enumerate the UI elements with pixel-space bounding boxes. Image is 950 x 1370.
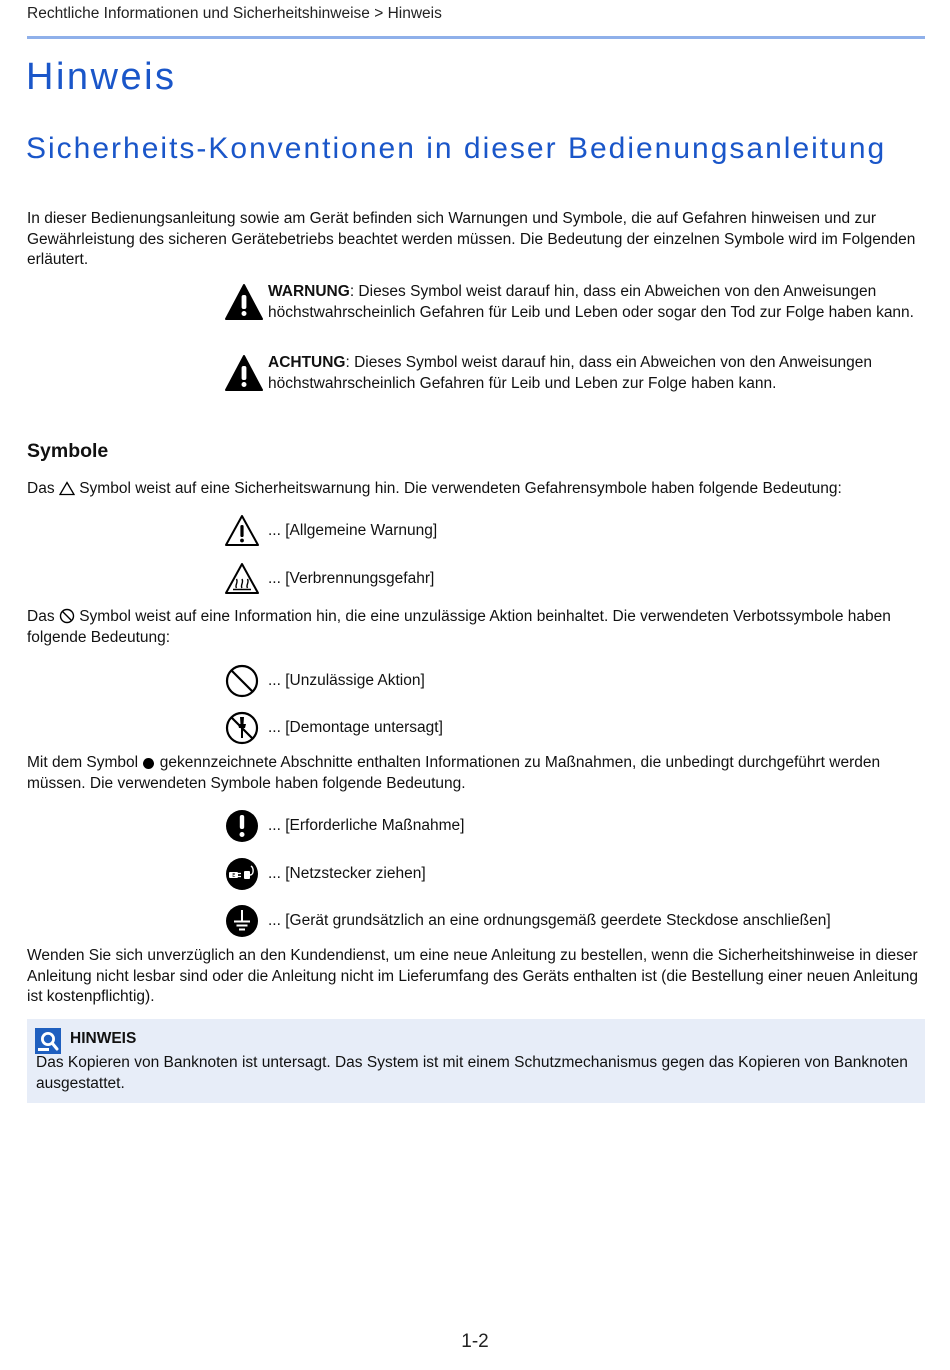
warning-text: : Dieses Symbol weist darauf hin, dass ein Abweichen von den Anweisungen höchstwahrscheinlich Gefahren für Leib und Leben oder sogar den Tod zur Folge haben kann. xyxy=(268,283,914,321)
page-number: 1-2 xyxy=(461,1331,489,1352)
triangle-para-before: Das xyxy=(27,480,55,497)
small-prohibit-icon xyxy=(59,608,75,624)
symbol-label: ... [Unzulässige Aktion] xyxy=(268,672,425,689)
caution-block xyxy=(224,353,924,394)
prohibited-action-icon xyxy=(224,663,260,699)
symbol-row-no-disassembly xyxy=(224,710,443,746)
ground-icon xyxy=(224,903,260,939)
small-filled-circle-icon xyxy=(142,757,155,770)
warning-label: WARNUNG xyxy=(268,283,350,300)
mandatory-para-after: gekennzeichnete Abschnitte enthalten Informationen zu Maßnahmen, die unbedingt durchgeführt werden müssen. Die verwendeten Symbole haben folgende Bedeutung. xyxy=(27,754,881,792)
burn-hazard-icon xyxy=(224,561,260,597)
section-title: Sicherheits-Konventionen in dieser Bedienungsanleitung xyxy=(26,132,887,165)
symbol-label: ... [Verbrennungsgefahr] xyxy=(268,570,435,587)
breadcrumb: Rechtliche Informationen und Sicherheitshinweise > Hinweis xyxy=(27,5,442,22)
caution-triangle-icon xyxy=(224,353,264,393)
symbol-label: ... [Netzstecker ziehen] xyxy=(268,865,426,882)
required-action-icon xyxy=(224,808,260,844)
symbol-row-required-action xyxy=(224,808,464,844)
symbol-row-ground xyxy=(224,903,831,939)
note-title: HINWEIS xyxy=(70,1030,137,1047)
warning-block xyxy=(224,282,924,323)
contact-paragraph: Wenden Sie sich unverzüglich an den Kundendienst, um eine neue Anleitung zu bestellen, wenn die Sicherheitshinweise in dieser Anleitung nicht lesbar sind oder die Anleitung nicht im Lieferumfang des Geräts enthalten ist (die Bestellung einer neuen Anleitung ist kostenpflichtig). xyxy=(27,947,918,1005)
page-title: Hinweis xyxy=(26,56,177,98)
unplug-icon xyxy=(224,856,260,892)
symbol-label: ... [Demontage untersagt] xyxy=(268,719,443,736)
symbol-row-burn-hazard xyxy=(224,561,434,597)
triangle-paragraph xyxy=(27,479,925,500)
general-warning-icon xyxy=(224,513,260,549)
prohibit-paragraph xyxy=(27,607,925,648)
symbol-label: ... [Allgemeine Warnung] xyxy=(268,522,438,539)
svg-text:E: E xyxy=(232,873,236,879)
symbol-row-unplug xyxy=(224,856,426,892)
mandatory-paragraph xyxy=(27,753,925,794)
intro-paragraph: In dieser Bedienungsanleitung sowie am Gerät befinden sich Warnungen und Symbole, die auf Gefahren hinweisen und zur Gewährleistung des sicheren Gerätebetriebs beachtet werden müssen. Die Bedeutung der einzelnen Symbole wird im Folgenden erläutert. xyxy=(27,210,916,268)
symbols-heading: Symbole xyxy=(27,440,109,462)
symbol-label: ... [Gerät grundsätzlich an eine ordnungsgemäß geerdete Steckdose anschließen] xyxy=(268,912,831,929)
small-triangle-icon xyxy=(59,481,75,496)
symbol-row-general-warning xyxy=(224,513,437,549)
no-disassembly-icon xyxy=(224,710,260,746)
warning-triangle-icon xyxy=(224,282,264,322)
symbol-label: ... [Erforderliche Maßnahme] xyxy=(268,817,465,834)
prohibit-para-after: Symbol weist auf eine Information hin, die eine unzulässige Aktion beinhaltet. Die verwendeten Verbotssymbole haben folgende Bedeutung: xyxy=(27,608,891,646)
note-box xyxy=(27,1019,925,1103)
note-icon xyxy=(35,1028,61,1054)
caution-label: ACHTUNG xyxy=(268,354,346,371)
note-text: Das Kopieren von Banknoten ist untersagt. Das System ist mit einem Schutzmechanismus gegen das Kopieren von Banknoten ausgestattet. xyxy=(36,1054,908,1092)
caution-text: : Dieses Symbol weist darauf hin, dass ein Abweichen von den Anweisungen höchstwahrscheinlich Gefahren für Leib und Leben zur Folge haben kann. xyxy=(268,354,872,392)
prohibit-para-before: Das xyxy=(27,608,55,625)
mandatory-para-before: Mit dem Symbol xyxy=(27,754,139,771)
triangle-para-after: Symbol weist auf eine Sicherheitswarnung hin. Die verwendeten Gefahrensymbole haben folgende Bedeutung: xyxy=(79,480,842,497)
symbol-row-prohibited-action xyxy=(224,663,425,699)
header-divider xyxy=(27,36,925,39)
